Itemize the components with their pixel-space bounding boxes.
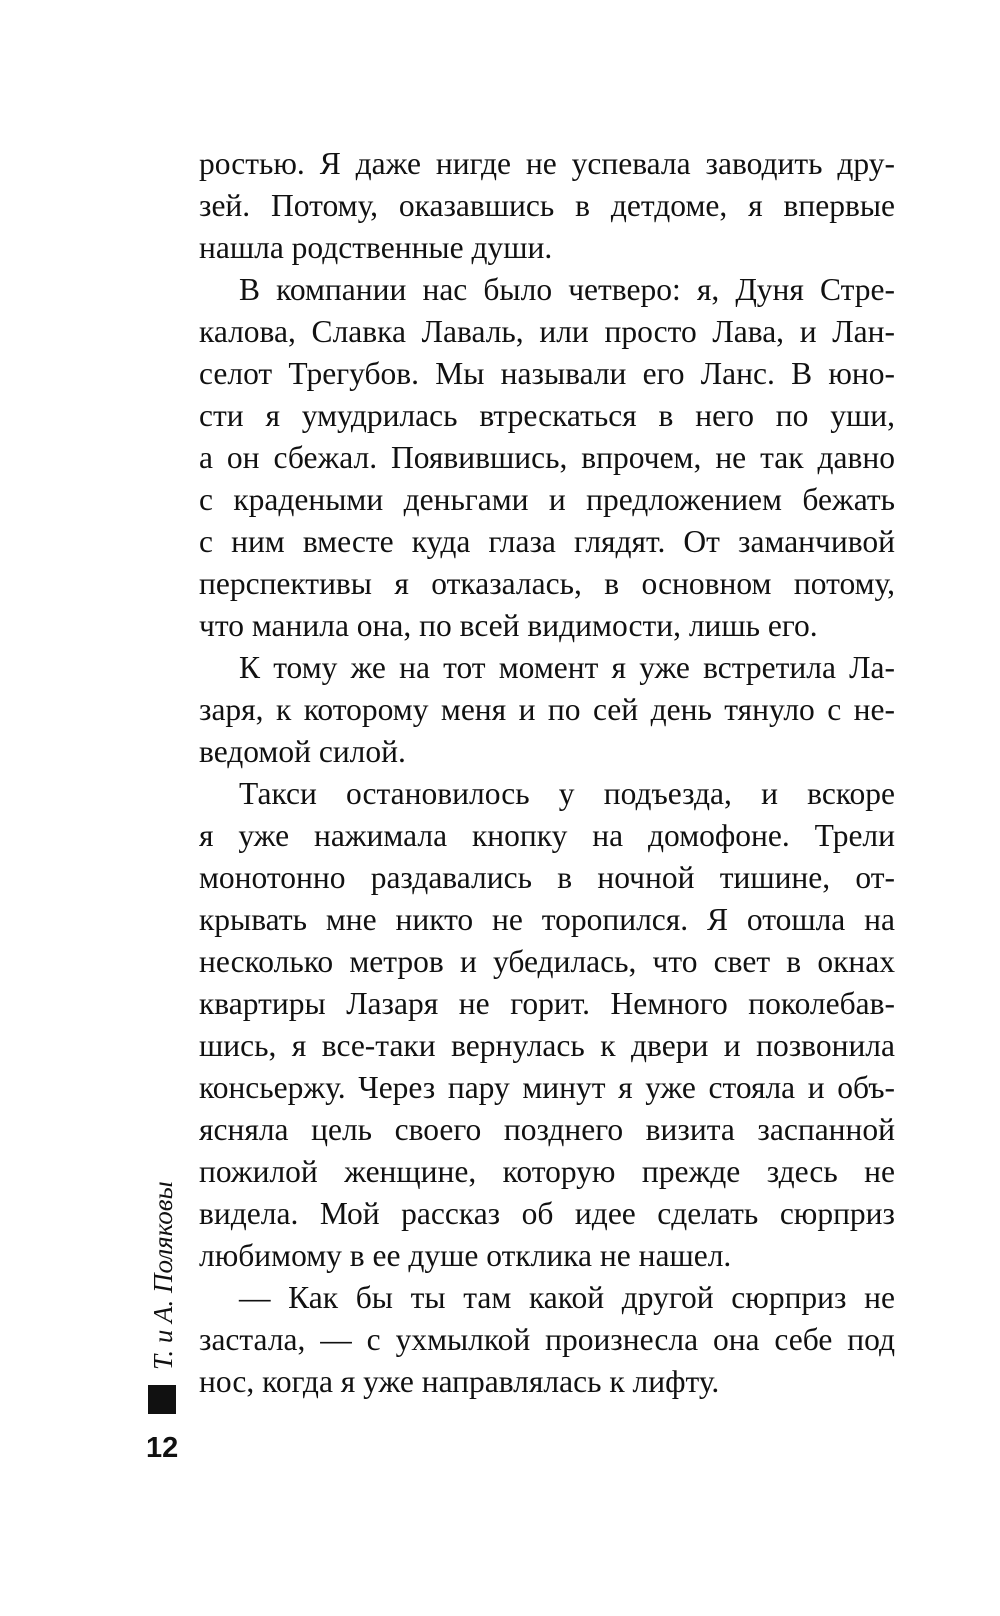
text-line: шись, я все-таки вернулась к двери и позвонила [199,1028,895,1063]
text-line: крывать мне никто не торопился. Я отошла на [199,902,895,937]
text-line: я уже нажимала кнопку на домофоне. Трели [199,818,895,853]
text-line: несколько метров и убедилась, что свет в окнах [199,944,895,979]
text-line: с крадеными деньгами и предложением бежать [199,482,895,517]
text-line: ведомой силой. [199,734,406,769]
text-line: любимому в ее душе отклика не нашел. [199,1238,732,1273]
text-line: с ним вместе куда глаза глядят. От заманчивой [199,524,895,559]
running-title: Т. и А. Поляковы [148,1181,178,1370]
page-marker-square [148,1385,176,1414]
text-line: а он сбежал. Появившись, впрочем, не так давно [199,440,895,475]
page-number: 12 [146,1432,179,1464]
paragraph-first-line: В компании нас было четверо: я, Дуня Стре- [239,272,895,307]
text-line: консьержу. Через пару минут я уже стояла и объ- [199,1070,895,1105]
text-line: квартиры Лазаря не горит. Немного поколебав- [199,986,895,1021]
text-line: видела. Мой рассказ об идее сделать сюрприз [199,1196,895,1231]
text-line: зей. Потому, оказавшись в детдоме, я впервые [199,188,895,223]
text-line: ростью. Я даже нигде не успевала заводить дру- [199,146,895,181]
text-line: пожилой женщине, которую прежде здесь не [199,1154,895,1189]
text-line: монотонно раздавались в ночной тишине, от- [199,860,895,895]
text-line: селот Трегубов. Мы называли его Ланс. В юно- [199,356,895,391]
paragraph-first-line: К тому же на тот момент я уже встретила Ла- [239,650,895,685]
dialogue-first-line: — Как бы ты там какой другой сюрприз не [239,1280,895,1315]
body-text [199,143,895,1403]
text-line: ясняла цель своего позднего визита заспанной [199,1112,895,1147]
paragraph-first-line: Такси остановилось у подъезда, и вскоре [239,776,895,811]
text-line: перспективы я отказалась, в основном потому, [199,566,895,601]
text-line: нос, когда я уже направлялась к лифту. [199,1364,720,1399]
text-line: заря, к которому меня и по сей день тянуло с не- [199,692,895,727]
text-line: застала, — с ухмылкой произнесла она себе под [199,1322,895,1357]
text-line: сти я умудрилась втрескаться в него по уши, [199,398,895,433]
text-line: что манила она, по всей видимости, лишь его. [199,608,818,643]
text-line: калова, Славка Лаваль, или просто Лава, и Лан- [199,314,895,349]
text-line: нашла родственные души. [199,230,553,265]
running-title-column [148,1000,178,1440]
